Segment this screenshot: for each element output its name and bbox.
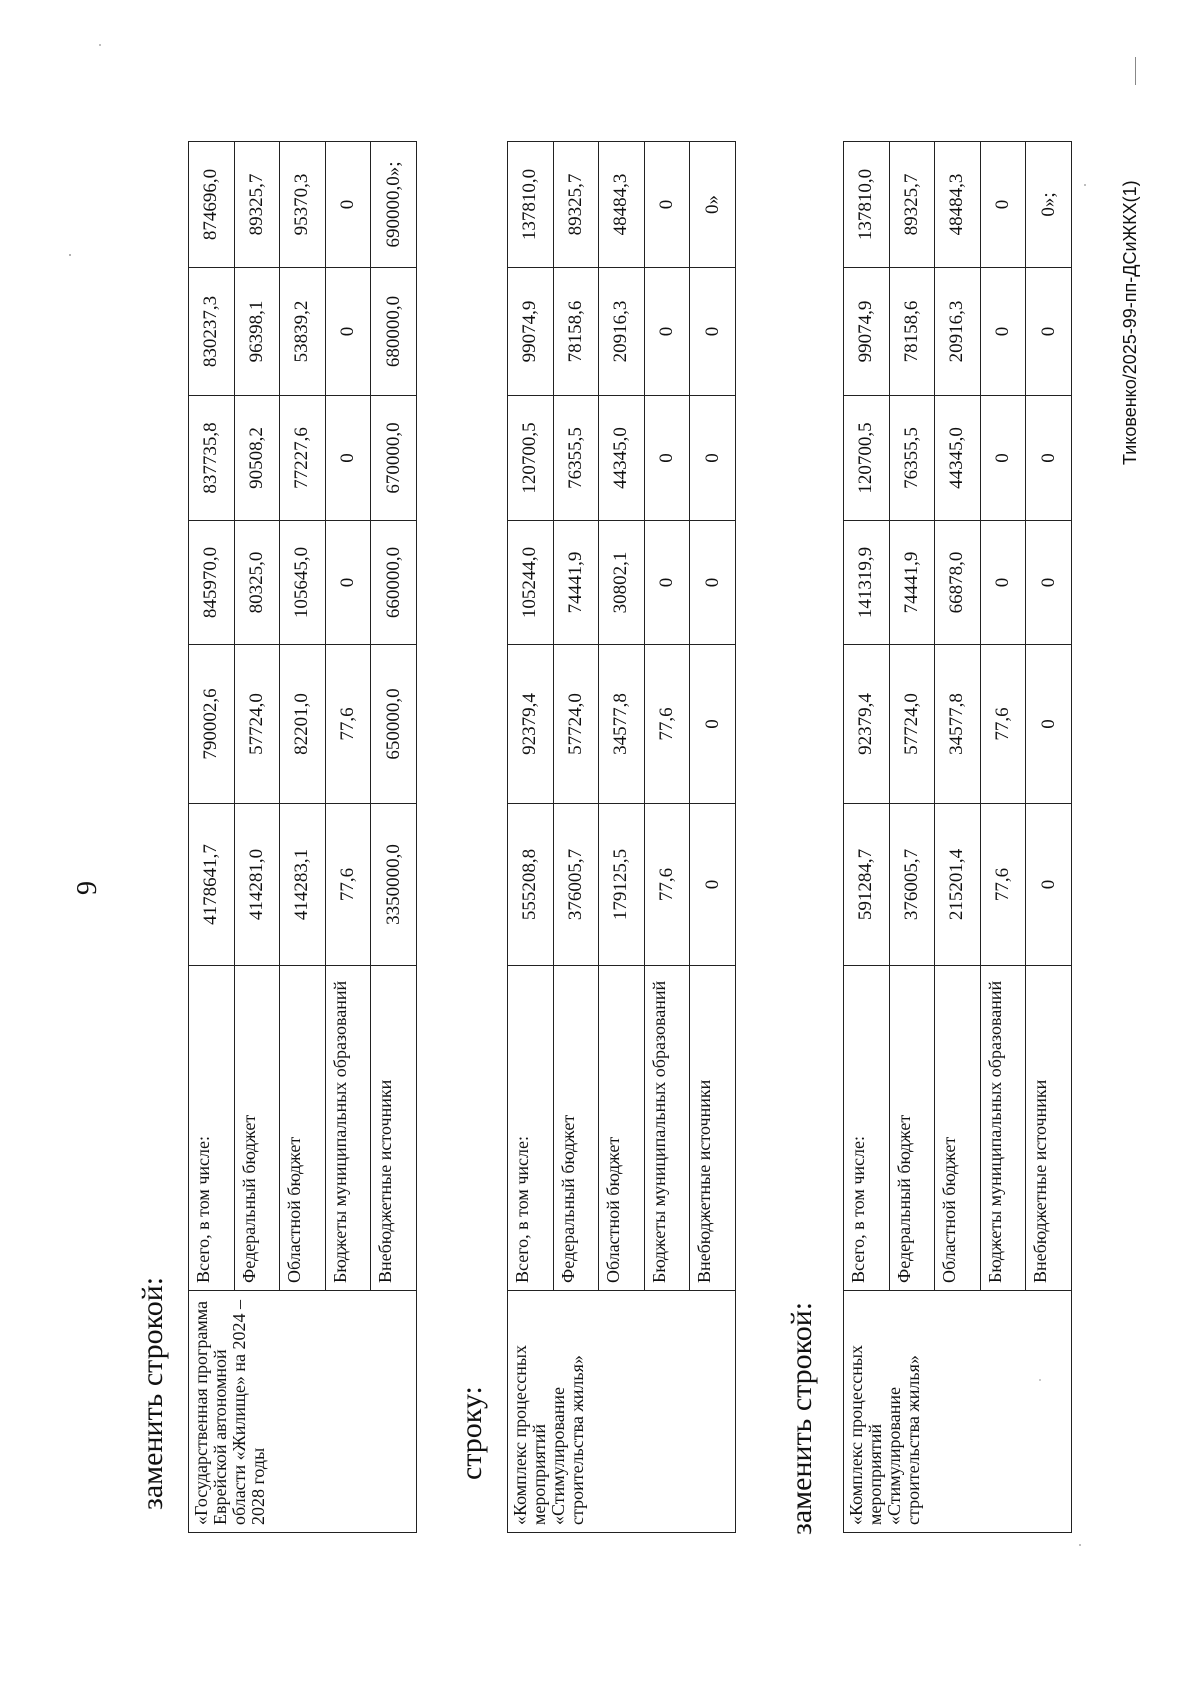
section-heading: заменить строкой: [785,1301,818,1535]
value-cell: 591284,7 [844,804,890,966]
value-cell: 77,6 [644,804,690,966]
value-cell: 78158,6 [553,268,599,396]
value-cell: 0 [325,268,371,396]
value-cell: 141319,9 [844,521,890,645]
value-cell: 96398,1 [234,268,280,396]
source-cell: Внебюджетные источники [371,966,417,1291]
source-cell: Бюджеты муниципальных образований [325,966,371,1291]
value-cell: 34577,8 [935,645,981,804]
value-cell: 0 [1026,804,1072,966]
value-cell: 0 [690,645,736,804]
value-cell: 80325,0 [234,521,280,645]
value-cell: 0 [325,142,371,268]
value-cell: 0 [690,804,736,966]
value-cell: 77227,6 [280,396,326,521]
value-cell: 105645,0 [280,521,326,645]
value-cell: 92379,4 [508,645,554,804]
page-number: 9 [72,881,103,895]
value-cell: 89325,7 [234,142,280,268]
source-cell: Бюджеты муниципальных образований [980,966,1026,1291]
value-cell: 48484,3 [599,142,645,268]
value-cell: 0 [1026,268,1072,396]
source-cell: Всего, в том числе: [508,966,554,1291]
value-cell: 0» [690,142,736,268]
value-cell: 89325,7 [889,142,935,268]
value-cell: 0 [644,268,690,396]
value-cell: 179125,5 [599,804,645,966]
value-cell: 680000,0 [371,268,417,396]
value-cell: 92379,4 [844,645,890,804]
value-cell: 837735,8 [189,396,235,521]
source-cell: Федеральный бюджет [234,966,280,1291]
value-cell: 74441,9 [889,521,935,645]
value-cell: 0 [980,268,1026,396]
value-cell: 414281,0 [234,804,280,966]
value-cell: 77,6 [644,645,690,804]
value-cell: 0 [980,521,1026,645]
source-cell: Областной бюджет [280,966,326,1291]
value-cell: 215201,4 [935,804,981,966]
value-cell: 874696,0 [189,142,235,268]
value-cell: 95370,3 [280,142,326,268]
source-cell: Федеральный бюджет [889,966,935,1291]
footer-document-code: Тиковенко/2025-99-пп-ДСиЖКХ(1) [1120,180,1140,465]
value-cell: 830237,3 [189,268,235,396]
value-cell: 555208,8 [508,804,554,966]
value-cell: 30802,1 [599,521,645,645]
source-cell: Внебюджетные источники [1026,966,1072,1291]
value-cell: 0 [1026,521,1072,645]
value-cell: 34577,8 [599,645,645,804]
source-cell: Областной бюджет [599,966,645,1291]
value-cell: 845970,0 [189,521,235,645]
value-cell: 0 [644,396,690,521]
value-cell: 0 [980,396,1026,521]
source-cell: Внебюджетные источники [690,966,736,1291]
value-cell: 78158,6 [889,268,935,396]
value-cell: 20916,3 [935,268,981,396]
value-cell: 3350000,0 [371,804,417,966]
value-cell: 0 [1026,396,1072,521]
source-cell: Бюджеты муниципальных образований [644,966,690,1291]
value-cell: 57724,0 [553,645,599,804]
value-cell: 414283,1 [280,804,326,966]
value-cell: 790002,6 [189,645,235,804]
value-cell: 690000,0»; [371,142,417,268]
value-cell: 120700,5 [844,396,890,521]
value-cell: 48484,3 [935,142,981,268]
value-cell: 77,6 [325,645,371,804]
value-cell: 99074,9 [508,268,554,396]
section-heading: строку: [455,1386,488,1480]
value-cell: 0 [325,396,371,521]
program-name-cell: «Государственная программа Еврейской автономной области «Жилище» на 2024 – 2028 годы [189,1291,417,1533]
value-cell: 120700,5 [508,396,554,521]
value-cell: 82201,0 [280,645,326,804]
value-cell: 0 [644,142,690,268]
value-cell: 77,6 [980,804,1026,966]
value-cell: 76355,5 [889,396,935,521]
value-cell: 77,6 [980,645,1026,804]
value-cell: 0»; [1026,142,1072,268]
value-cell: 0 [690,521,736,645]
value-cell: 137810,0 [508,142,554,268]
value-cell: 99074,9 [844,268,890,396]
value-cell: 105244,0 [508,521,554,645]
value-cell: 57724,0 [889,645,935,804]
value-cell: 0 [690,396,736,521]
value-cell: 0 [690,268,736,396]
value-cell: 660000,0 [371,521,417,645]
source-cell: Областной бюджет [935,966,981,1291]
value-cell: 20916,3 [599,268,645,396]
value-cell: 0 [1026,645,1072,804]
value-cell: 53839,2 [280,268,326,396]
value-cell: 44345,0 [935,396,981,521]
value-cell: 74441,9 [553,521,599,645]
value-cell: 0 [644,521,690,645]
value-cell: 0 [980,142,1026,268]
value-cell: 44345,0 [599,396,645,521]
value-cell: 89325,7 [553,142,599,268]
value-cell: 650000,0 [371,645,417,804]
program-name-cell: «Комплекс процессных мероприятий «Стимулирование строительства жилья» [844,1291,1072,1533]
source-cell: Федеральный бюджет [553,966,599,1291]
value-cell: 376005,7 [553,804,599,966]
value-cell: 376005,7 [889,804,935,966]
section-heading: заменить строкой: [136,1276,169,1510]
source-cell: Всего, в том числе: [189,966,235,1291]
source-cell: Всего, в том числе: [844,966,890,1291]
value-cell: 137810,0 [844,142,890,268]
value-cell: 4178641,7 [189,804,235,966]
value-cell: 76355,5 [553,396,599,521]
value-cell: 57724,0 [234,645,280,804]
value-cell: 0 [325,521,371,645]
program-name-cell: «Комплекс процессных мероприятий «Стимулирование строительства жилья» [508,1291,736,1533]
value-cell: 670000,0 [371,396,417,521]
value-cell: 66878,0 [935,521,981,645]
value-cell: 77,6 [325,804,371,966]
value-cell: 90508,2 [234,396,280,521]
